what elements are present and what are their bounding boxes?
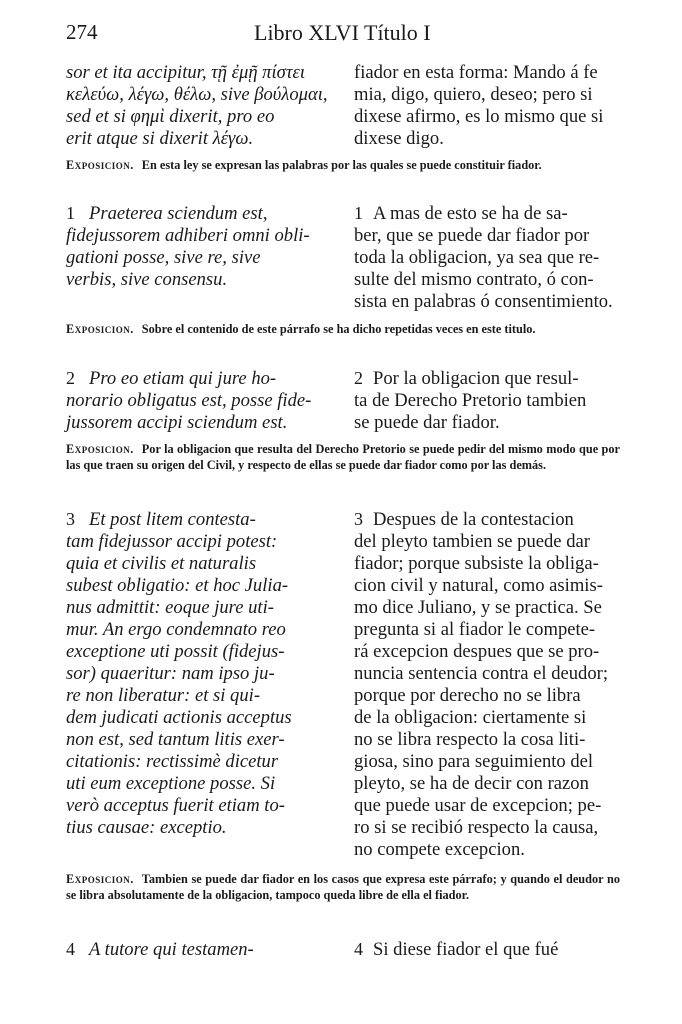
paragraph-block [66, 367, 620, 435]
spanish-body: Por la obligacion que resul- ta de Derecho Pretorio tambien se puede dar fiador. [354, 368, 587, 433]
exposicion-note [66, 322, 620, 338]
latin-text [66, 367, 340, 434]
page-number: 274 [66, 20, 98, 44]
paragraph-number: 4 [354, 939, 363, 959]
exposicion-label: Exposicion. [66, 872, 134, 886]
latin-body: Pro eo etiam qui jure ho- norario obligatus est, posse fide- jussorem accipi sciendum est. [66, 368, 312, 433]
exposicion-label: Exposicion. [66, 442, 134, 456]
exposicion-note [66, 872, 620, 903]
exposicion-note [66, 158, 620, 174]
exposicion-text: Por la obligacion que resulta del Derecho Pretorio se puede pedir del mismo modo que por las que traen su origen del Civil, y respecto de ellas se puede dar fiador como por las demás. [66, 442, 620, 472]
exposicion-text: Sobre el contenido de este párrafo se ha dicho repetidas veces en este titulo. [141, 322, 536, 336]
page-header [66, 20, 622, 50]
exposicion-text: Tambien se puede dar fiador en los casos que expresa este párrafo; y quando el deudor no se libra absolutamente de la obligacion, tampoco queda libre de ella el fiador. [66, 872, 620, 902]
exposicion-label: Exposicion. [66, 158, 134, 172]
exposicion-text: En esta ley se expresan las palabras por las quales se puede constituir fiador. [141, 158, 542, 172]
paragraph-number: 1 [354, 203, 363, 223]
spanish-text [354, 367, 620, 434]
latin-body: A tutore qui testamen- [89, 939, 254, 960]
spanish-body: Si diese fiador el que fué [373, 939, 559, 960]
paragraph-block [66, 62, 620, 152]
paragraph-block [66, 508, 620, 862]
exposicion-label: Exposicion. [66, 322, 134, 336]
spanish-body: Despues de la contestacion del pleyto tambien se puede dar fiador; porque subsiste la obliga- cion civil y natural, como asimis- mo dice Juliano, y se practica. Se pregunta si al fiador le compete- rá excepcion despues que se pro- nuncia sentencia contra el deudor; porque por derecho no se libra de la obligacion: ciertamente si no se libra respecto la cosa liti- giosa, sino para seguimiento del pleyto, se ha de decir con razon que puede usar de excepcion; pe- ro si se recibió respecto la causa, no compete excepcion. [354, 509, 609, 860]
paragraph-number: 2 [66, 368, 75, 388]
spanish-text: fiador en esta forma: Mando á fe mia, digo, quiero, deseo; pero si dixese afirmo, es lo mismo que si dixese digo. [354, 62, 604, 149]
spanish-text [354, 508, 620, 861]
paragraph-number: 3 [66, 509, 75, 529]
spanish-body: A mas de esto se ha de sa- ber, que se puede dar fiador por toda la obligacion, ya sea que re- sulte del mismo contrato, ó con- sista en palabras ó consentimiento. [354, 203, 613, 312]
latin-body: Praeterea sciendum est, fidejussorem adhiberi omni obli- gationi posse, sive re, sive verbis, sive consensu. [66, 203, 310, 290]
latin-text [66, 508, 340, 839]
paragraph-number: 1 [66, 203, 75, 223]
spanish-text [354, 938, 620, 961]
latin-text [66, 202, 340, 291]
latin-text [66, 938, 340, 961]
paragraph-block [66, 938, 620, 964]
paragraph-block [66, 202, 620, 314]
running-title: Libro XLVI Título I [254, 20, 431, 45]
exposicion-note [66, 442, 620, 473]
paragraph-number: 3 [354, 509, 363, 529]
latin-body: Et post litem contesta- tam fidejussor accipi potest: quia et civilis et naturalis subest obligatio: et hoc Julia- nus admittit: eoque jure uti- mur. An ergo condemnato reo exceptione uti possit (fidejus- sor) quaeritur: nam ipso ju- re non liberatur: et si qui- dem judicati actionis acceptus non est, sed tantum litis exer- citationis: rectissimè dicetur uti eum exceptione posse. Si verò acceptus fuerit etiam to- tius causae: exceptio. [66, 509, 292, 838]
spanish-text [354, 202, 620, 313]
paragraph-number: 2 [354, 368, 363, 388]
paragraph-number: 4 [66, 939, 75, 959]
latin-text: sor et ita accipitur, τῇ ἐμῇ πίστει κελεύω, λέγω, θέλω, sive βούλομαι, sed et si φημὶ dixerit, pro eo erit atque si dixerit λέγω. [66, 62, 328, 149]
